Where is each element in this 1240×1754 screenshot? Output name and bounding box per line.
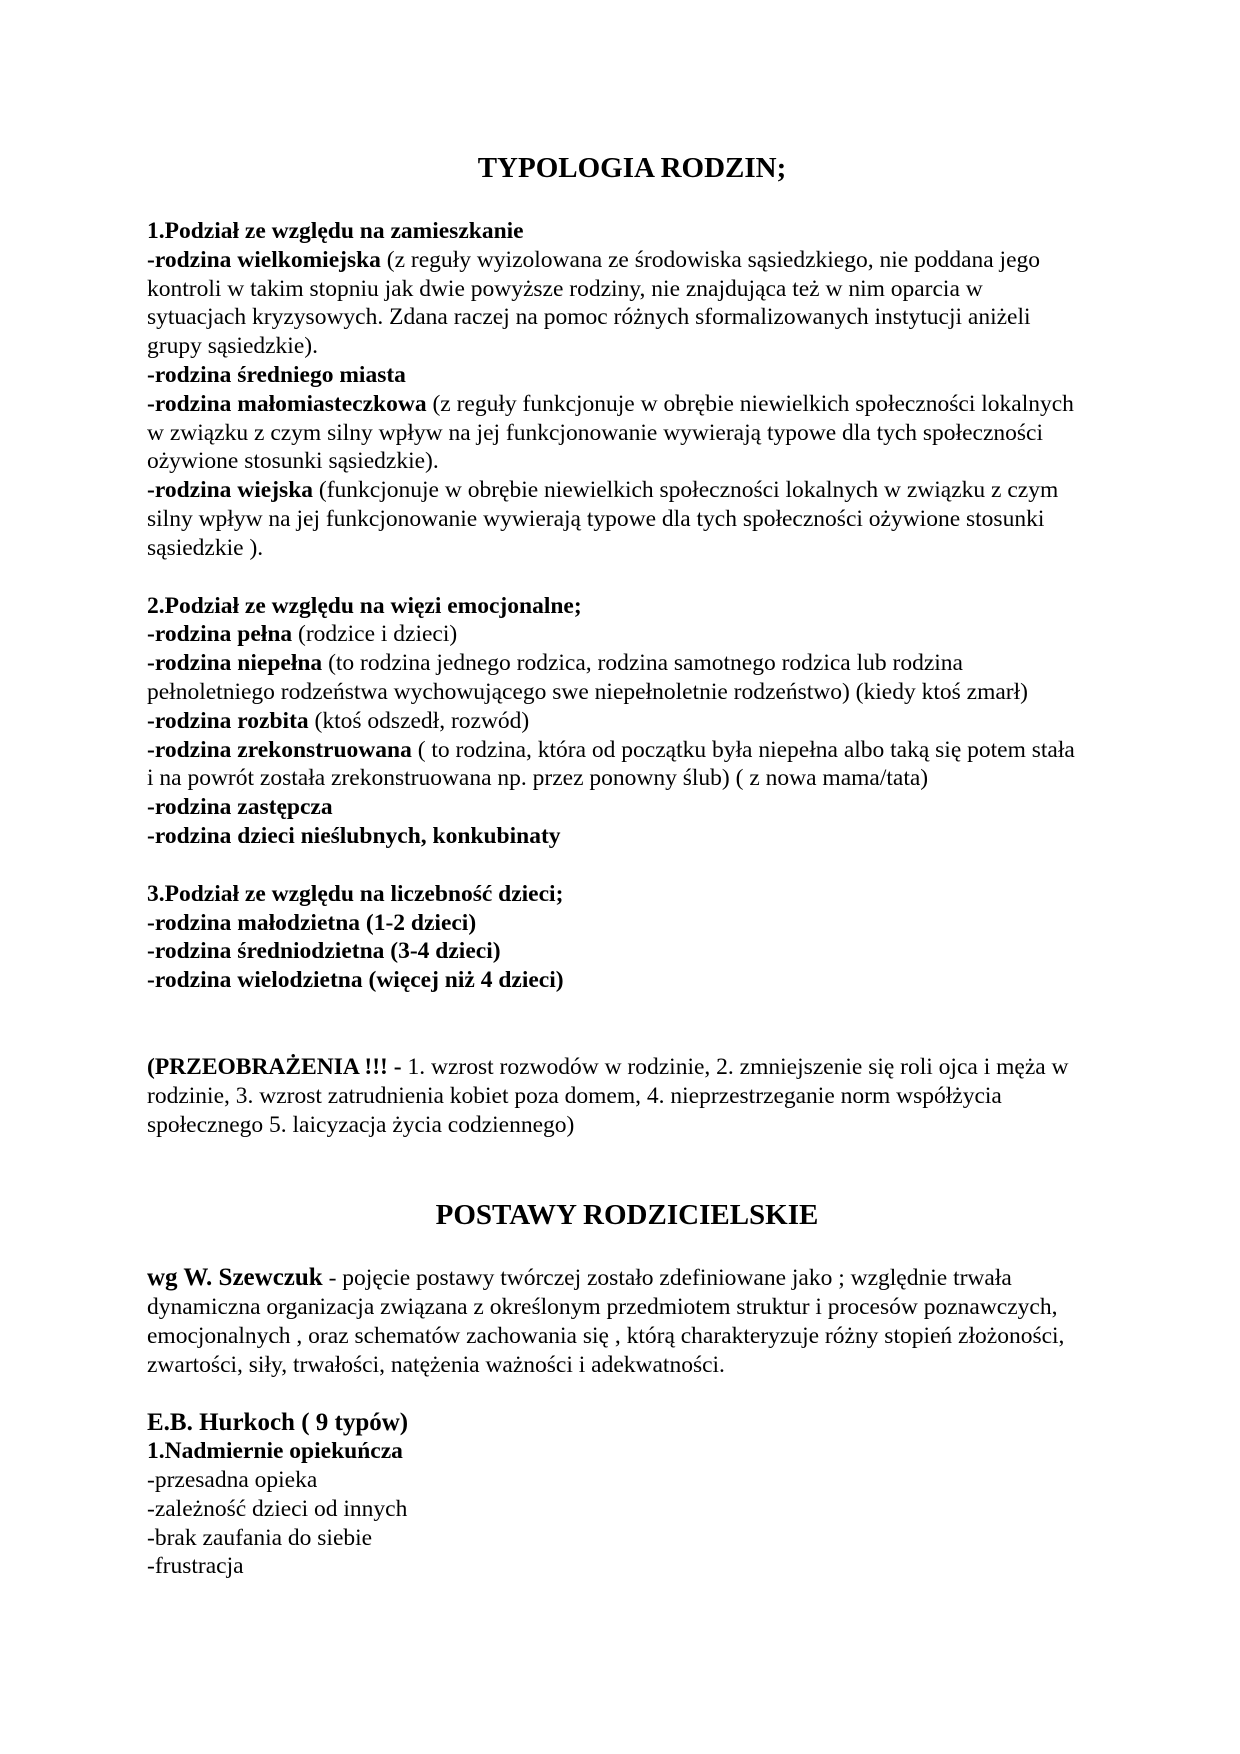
list-item (147, 736, 1087, 794)
list-item (147, 476, 1087, 562)
term: -rodzina zastępcza (147, 794, 333, 821)
transformations-text: 1. wzrost rozwodów w rodzinie, 2. zmniejszenie się roli ojca i męża w rodzinie, 3. wzrost zatrudnienia kobiet poza domem, 4. nieprzestrzeganie norm współżycia społecznego 5. laicyzacja życia codziennego) (147, 1053, 1069, 1138)
list-item: -rodzina małodzietna (1-2 dzieci) (147, 909, 477, 936)
term: -rodzina małomiasteczkowa (147, 390, 427, 417)
list-item: -rodzina wielodzietna (więcej niż 4 dzieci) (147, 967, 564, 994)
list-item (147, 390, 1087, 476)
list-item (147, 361, 1087, 390)
attitude-type-heading: 1.Nadmiernie opiekuńcza (147, 1438, 403, 1465)
document-content (147, 128, 1087, 1581)
description: (z reguły funkcjonuje w obrębie niewielkich społeczności lokalnych w związku z czym silny wpływ na jej funkcjonowanie wywierają typowe dla tych społeczności ożywione stosunki sąsiedzkie). (147, 390, 1074, 475)
section-heading: 2.Podział ze względu na więzi emocjonalne; (147, 592, 582, 619)
author-lead: wg W. Szewczuk (147, 1264, 323, 1292)
term: -rodzina średniego miasta (147, 361, 406, 388)
section-emotional-bonds (147, 592, 1087, 851)
description: (funkcjonuje w obrębie niewielkich społeczności lokalnych w związku z czym silny wpływ na jej funkcjonowanie wywierają typowe dla tych społeczności ożywione stosunki sąsiedzkie ). (147, 477, 1059, 561)
document-title: TYPOLOGIA RODZIN; (477, 152, 787, 184)
list-item: -rodzina średniodzietna (3-4 dzieci) (147, 938, 501, 965)
description: (ktoś odszedł, rozwód) (308, 707, 530, 734)
transformations-note (147, 1053, 1087, 1139)
section-heading: 3.Podział ze względu na liczebność dzieci; (147, 880, 564, 907)
transformations-lead: (PRZEOBRAŻENIA !!! - (147, 1053, 402, 1080)
list-item (147, 620, 1087, 649)
list-item: -zależność dzieci od innych (147, 1495, 408, 1522)
section-title-parental-attitudes: POSTAWY RODZICIELSKIE (435, 1199, 819, 1232)
section-residence (147, 217, 1087, 563)
term: -rodzina wiejska (147, 477, 314, 504)
description: (rodzice i dzieci) (292, 621, 458, 648)
list-item (147, 793, 1087, 822)
list-item (147, 649, 1087, 707)
list-item: -frustracja (147, 1553, 244, 1580)
definition-text: - pojęcie postawy twórczej zostało zdefiniowane jako ; względnie trwała dynamiczna organizacja związana z określonym przedmiotem struktur i procesów poznawczych, emocjonalnych , oraz schematów zachowania się , którą charakteryzuje różny stopień złożoności, zwartości, siły, trwałości, natężenia ważności i adekwatności. (147, 1265, 1065, 1378)
term: -rodzina zrekonstruowana (147, 736, 412, 763)
term: -rodzina rozbita (147, 707, 309, 734)
hurkoch-section (147, 1409, 1087, 1582)
description: (z reguły wyizolowana ze środowiska sąsiedzkiego, nie poddana jego kontroli w takim stopniu jak dwie powyższe rodziny, nie znajdująca też w nim oparcia w sytuacjach kryzysowych. Zdana raczej na pomoc różnych sformalizowanych instytucji aniżeli grupy sąsiedzkie). (147, 246, 1041, 360)
list-item (147, 246, 1087, 361)
list-item (147, 707, 1087, 736)
list-item: -przesadna opieka (147, 1467, 318, 1494)
section-heading: 1.Podział ze względu na zamieszkanie (147, 218, 524, 244)
term: -rodzina dzieci nieślubnych, konkubinaty (147, 822, 561, 849)
section-number-of-children (147, 880, 1087, 995)
definition-paragraph (147, 1264, 1087, 1379)
list-item: -brak zaufania do siebie (147, 1524, 373, 1551)
description: ( to rodzina, która od początku była niepełna albo taką się potem stała i na powrót została zrekonstruowana np. przez ponowny ślub) ( z nowa mama/tata) (147, 736, 1075, 792)
term: -rodzina pełna (147, 621, 293, 648)
hurkoch-title: E.B. Hurkoch ( 9 typów) (147, 1408, 409, 1436)
term: -rodzina wielkomiejska (147, 246, 381, 273)
list-item (147, 822, 1087, 851)
description: (to rodzina jednego rodzica, rodzina samotnego rodzica lub rodzina pełnoletniego rodzeństwa wychowującego swe niepełnoletnie rodzeństwo) (kiedy ktoś zmarł) (147, 650, 1028, 705)
term: -rodzina niepełna (147, 650, 323, 677)
